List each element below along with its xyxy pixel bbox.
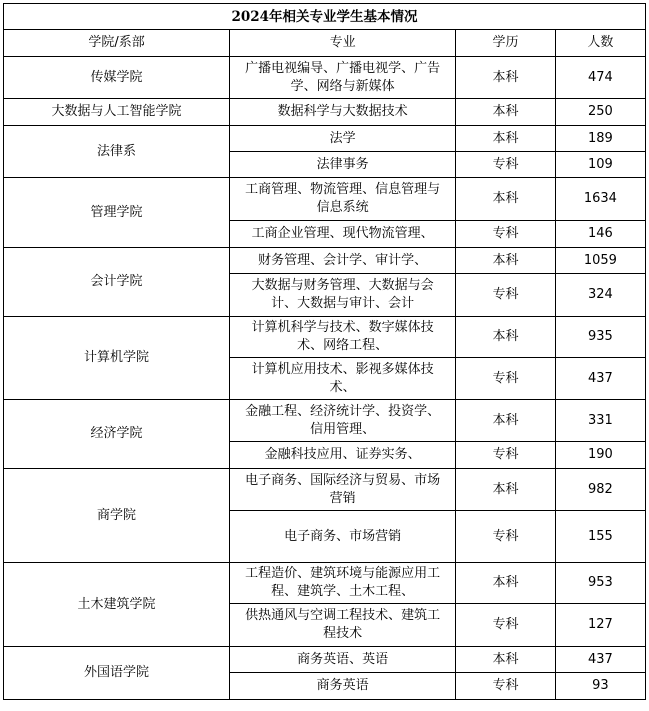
education-cell: 专科 <box>456 274 556 317</box>
school-cell: 会计学院 <box>4 248 230 317</box>
education-cell: 本科 <box>456 647 556 673</box>
education-cell: 本科 <box>456 248 556 274</box>
major-cell: 金融科技应用、证券实务、 <box>230 442 456 469</box>
education-cell: 本科 <box>456 400 556 442</box>
school-cell: 土木建筑学院 <box>4 563 230 647</box>
count-cell: 127 <box>555 604 645 647</box>
header-education: 学历 <box>456 30 556 57</box>
count-cell: 250 <box>555 99 645 126</box>
count-cell: 324 <box>555 274 645 317</box>
education-cell: 本科 <box>456 99 556 126</box>
table-row <box>4 99 646 126</box>
education-cell: 专科 <box>456 604 556 647</box>
table-title: 2024年相关专业学生基本情况 <box>4 4 646 30</box>
school-cell: 管理学院 <box>4 178 230 248</box>
major-cell: 数据科学与大数据技术 <box>230 99 456 126</box>
count-cell: 331 <box>555 400 645 442</box>
education-cell: 本科 <box>456 178 556 221</box>
count-cell: 953 <box>555 563 645 604</box>
major-cell: 商务英语 <box>230 673 456 700</box>
education-cell: 专科 <box>456 511 556 563</box>
school-cell: 经济学院 <box>4 400 230 469</box>
header-major: 专业 <box>230 30 456 57</box>
table-row <box>4 317 646 358</box>
count-cell: 474 <box>555 57 645 99</box>
education-cell: 本科 <box>456 126 556 152</box>
education-cell: 专科 <box>456 152 556 178</box>
major-cell: 供热通风与空调工程技术、建筑工程技术 <box>230 604 456 647</box>
table-row <box>4 563 646 604</box>
education-cell: 专科 <box>456 673 556 700</box>
count-cell: 437 <box>555 647 645 673</box>
school-cell: 外国语学院 <box>4 647 230 700</box>
table-row <box>4 647 646 673</box>
education-cell: 专科 <box>456 358 556 400</box>
count-cell: 93 <box>555 673 645 700</box>
count-cell: 1634 <box>555 178 645 221</box>
major-cell: 工商管理、物流管理、信息管理与信息系统 <box>230 178 456 221</box>
education-cell: 专科 <box>456 442 556 469</box>
count-cell: 146 <box>555 221 645 248</box>
major-cell: 工商企业管理、现代物流管理、 <box>230 221 456 248</box>
count-cell: 190 <box>555 442 645 469</box>
major-cell: 法学 <box>230 126 456 152</box>
school-cell: 传媒学院 <box>4 57 230 99</box>
count-cell: 1059 <box>555 248 645 274</box>
major-cell: 财务管理、会计学、审计学、 <box>230 248 456 274</box>
table-row <box>4 57 646 99</box>
major-cell: 法律事务 <box>230 152 456 178</box>
education-cell: 专科 <box>456 221 556 248</box>
table-row <box>4 469 646 511</box>
major-cell: 计算机科学与技术、数字媒体技术、网络工程、 <box>230 317 456 358</box>
table-row <box>4 400 646 442</box>
education-cell: 本科 <box>456 469 556 511</box>
header-school: 学院/系部 <box>4 30 230 57</box>
table-row <box>4 126 646 152</box>
education-cell: 本科 <box>456 317 556 358</box>
school-cell: 大数据与人工智能学院 <box>4 99 230 126</box>
count-cell: 437 <box>555 358 645 400</box>
table-row <box>4 178 646 221</box>
major-cell: 电子商务、市场营销 <box>230 511 456 563</box>
major-cell: 计算机应用技术、影视多媒体技术、 <box>230 358 456 400</box>
school-cell: 计算机学院 <box>4 317 230 400</box>
table-container <box>3 3 646 700</box>
header-count: 人数 <box>555 30 645 57</box>
education-cell: 本科 <box>456 563 556 604</box>
student-stats-table <box>3 3 646 700</box>
major-cell: 工程造价、建筑环境与能源应用工程、建筑学、土木工程、 <box>230 563 456 604</box>
count-cell: 109 <box>555 152 645 178</box>
count-cell: 982 <box>555 469 645 511</box>
school-cell: 法律系 <box>4 126 230 178</box>
major-cell: 电子商务、国际经济与贸易、市场营销 <box>230 469 456 511</box>
education-cell: 本科 <box>456 57 556 99</box>
major-cell: 商务英语、英语 <box>230 647 456 673</box>
major-cell: 大数据与财务管理、大数据与会计、大数据与审计、会计 <box>230 274 456 317</box>
school-cell: 商学院 <box>4 469 230 563</box>
count-cell: 155 <box>555 511 645 563</box>
table-body <box>4 57 646 700</box>
count-cell: 189 <box>555 126 645 152</box>
major-cell: 广播电视编导、广播电视学、广告学、网络与新媒体 <box>230 57 456 99</box>
header-row <box>4 30 646 57</box>
count-cell: 935 <box>555 317 645 358</box>
major-cell: 金融工程、经济统计学、投资学、信用管理、 <box>230 400 456 442</box>
table-row <box>4 248 646 274</box>
